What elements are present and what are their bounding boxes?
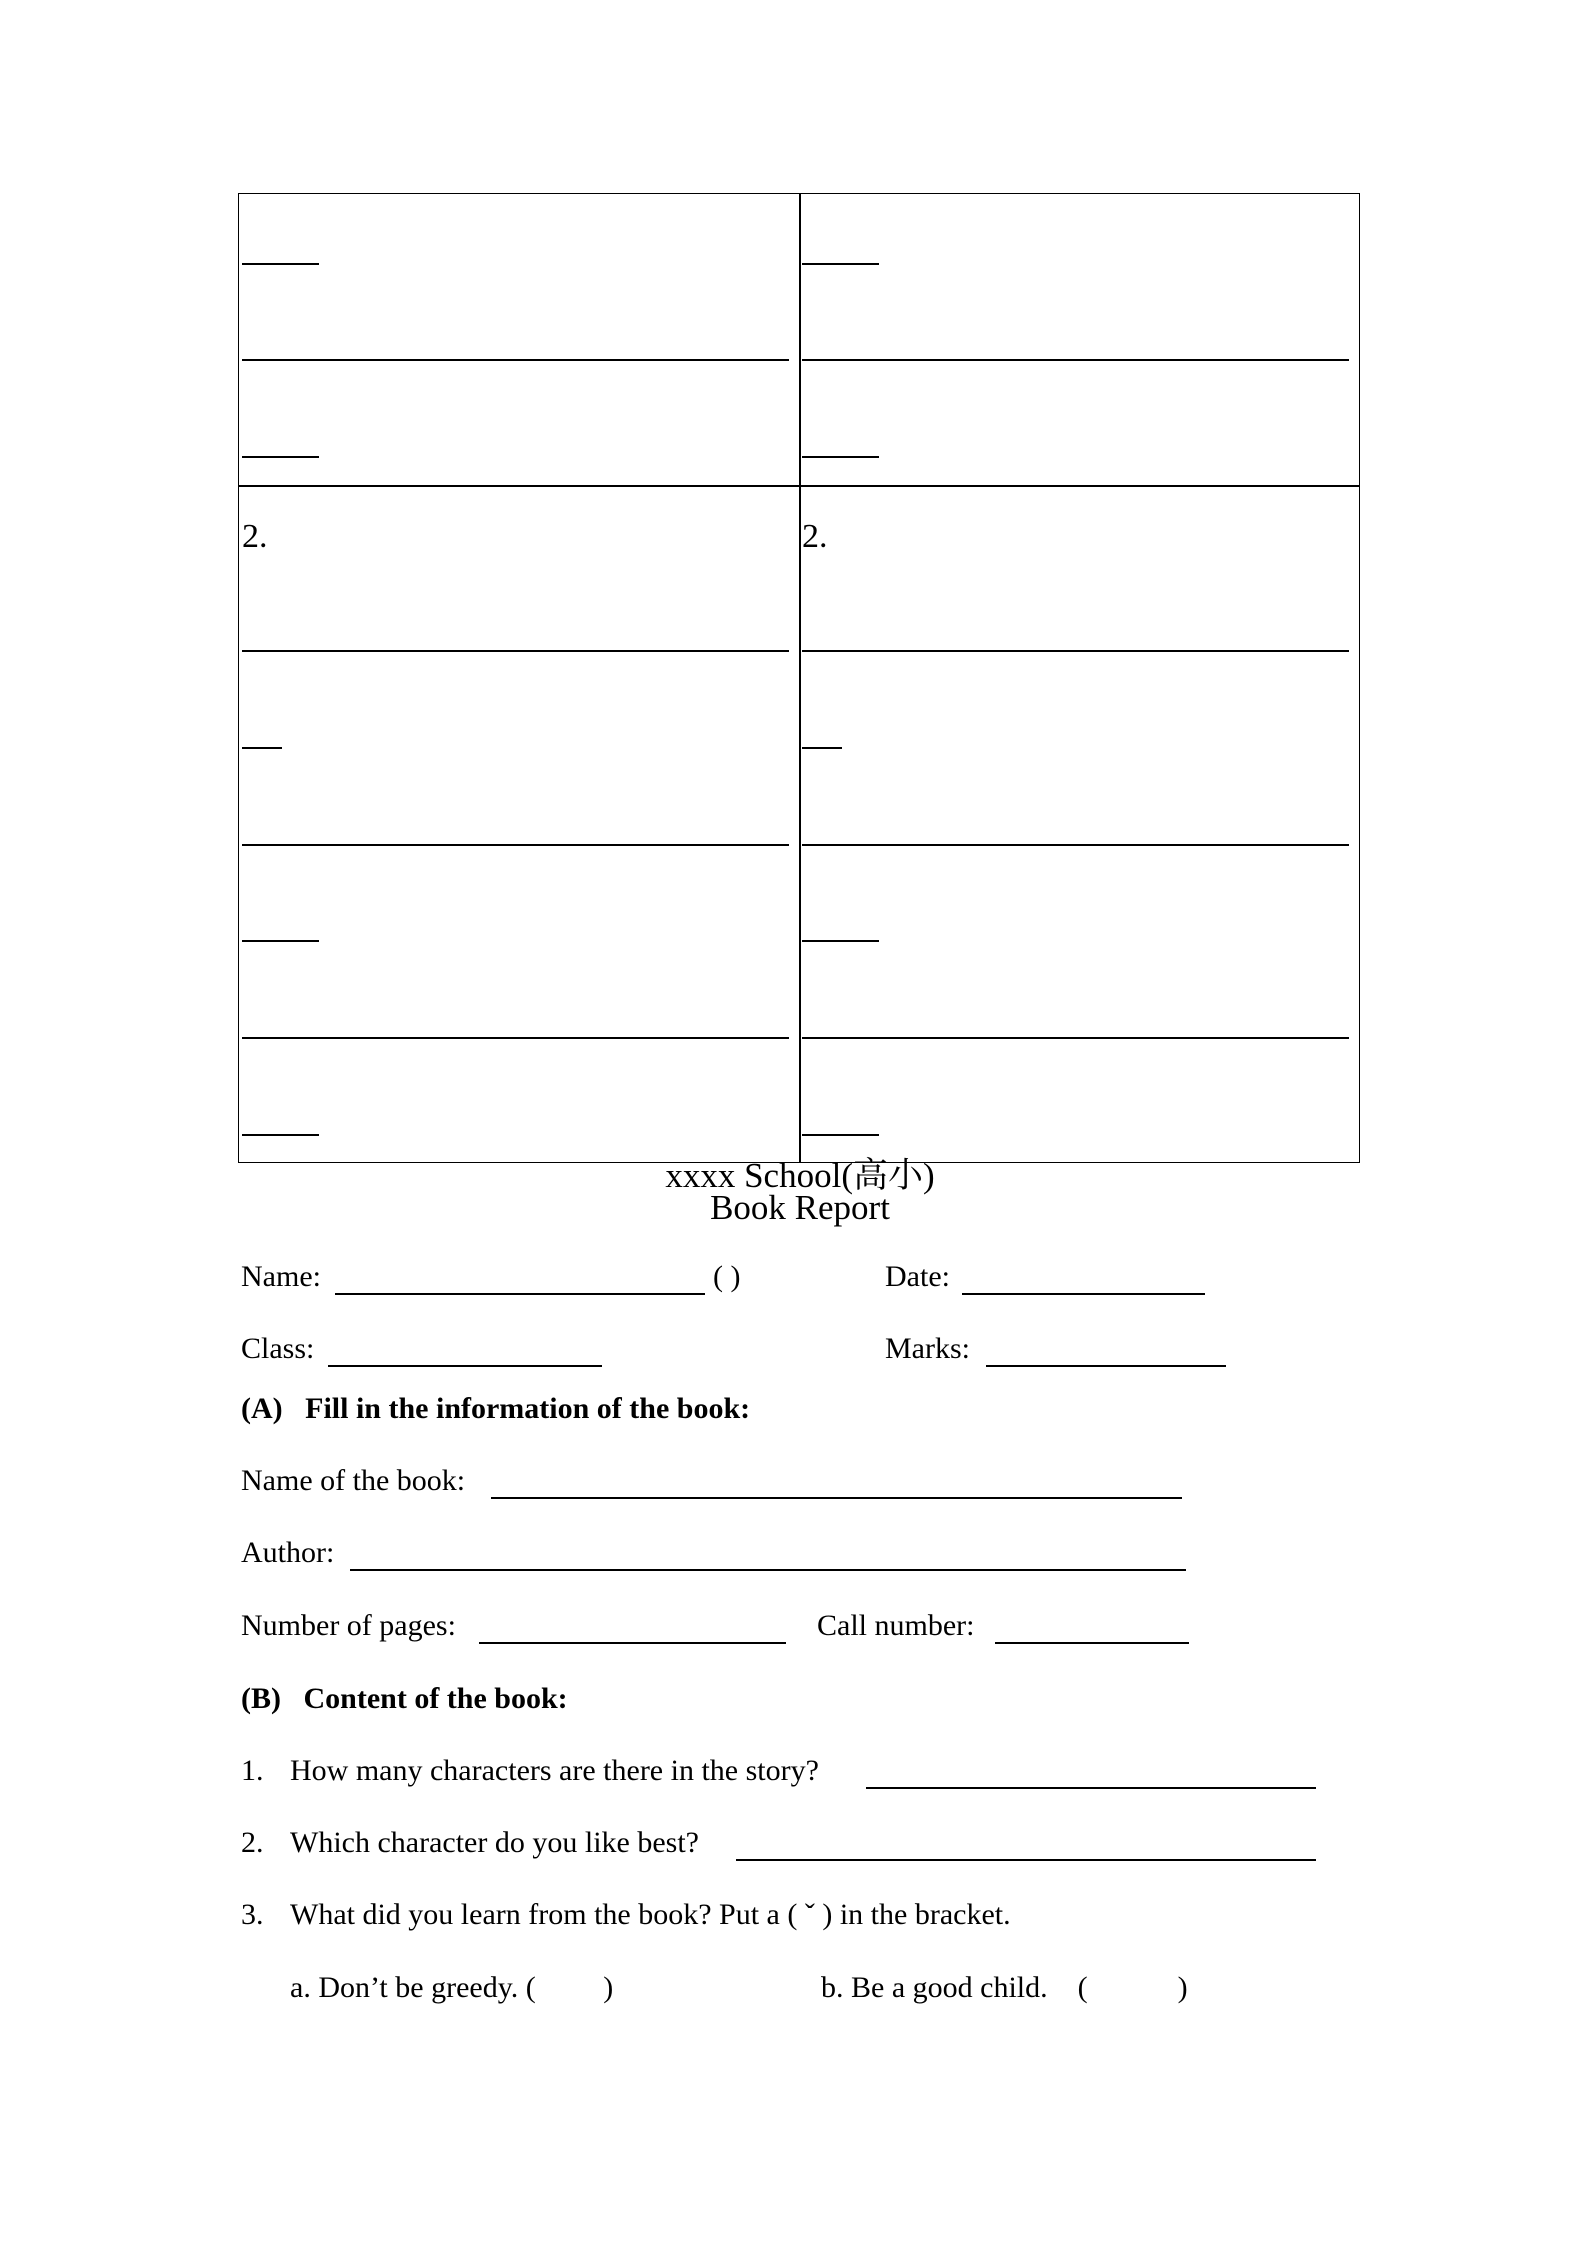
option-a-checkbox[interactable]: a. Don’t be greedy. ( ) (290, 1971, 614, 2004)
section-a-heading: (A) Fill in the information of the book: (241, 1392, 751, 1425)
class-label: Class: (241, 1332, 315, 1365)
author-label: Author: (241, 1536, 335, 1569)
class-field[interactable] (328, 1365, 602, 1367)
long-blank-line (802, 359, 1349, 361)
question-3-text: What did you learn from the book? Put a ( ˇ ) in the bracket. (290, 1898, 1011, 1931)
name-label: Name: (241, 1260, 321, 1293)
question-2-number: 2. (241, 1826, 264, 1859)
short-blank-line (242, 940, 319, 942)
school-name: xxxx School(高小) (665, 1156, 935, 1195)
short-blank-line (802, 263, 879, 265)
left-item-number: 2. (242, 518, 268, 555)
question-1-text: How many characters are there in the story? (290, 1754, 819, 1787)
long-blank-line (802, 650, 1349, 652)
right-item-number: 2. (802, 518, 828, 555)
short-blank-line (802, 456, 879, 458)
short-blank-line (242, 1134, 319, 1136)
marks-label: Marks: (885, 1332, 970, 1365)
long-blank-line (242, 650, 789, 652)
book-name-field[interactable] (491, 1497, 1182, 1499)
short-blank-line (242, 456, 319, 458)
long-blank-line (242, 844, 789, 846)
short-blank-line (802, 1134, 879, 1136)
grid-column-divider (799, 194, 801, 1162)
marks-field[interactable] (986, 1365, 1226, 1367)
class-number-bracket: ( ) (713, 1260, 741, 1293)
short-blank-line (242, 263, 319, 265)
long-blank-line (242, 1037, 789, 1039)
page-title: Book Report (710, 1188, 890, 1227)
pages-label: Number of pages: (241, 1609, 456, 1642)
question-3-number: 3. (241, 1898, 264, 1931)
author-field[interactable] (350, 1569, 1186, 1571)
long-blank-line (242, 359, 789, 361)
name-field[interactable] (335, 1293, 705, 1295)
section-b-heading: (B) Content of the book: (241, 1682, 568, 1715)
question-2-text: Which character do you like best? (290, 1826, 699, 1859)
date-label: Date: (885, 1260, 950, 1293)
long-blank-line (802, 1037, 1349, 1039)
book-name-label: Name of the book: (241, 1464, 466, 1497)
grid-row-divider (239, 485, 1359, 487)
option-b-checkbox[interactable]: b. Be a good child. ( ) (821, 1971, 1188, 2004)
long-blank-line (802, 844, 1349, 846)
call-number-field[interactable] (995, 1642, 1189, 1644)
short-blank-line (802, 940, 879, 942)
writing-grid (238, 193, 1360, 1163)
question-2-answer-field[interactable] (736, 1859, 1316, 1861)
short-blank-line (242, 747, 282, 749)
short-blank-line (802, 747, 842, 749)
question-1-answer-field[interactable] (866, 1787, 1316, 1789)
date-field[interactable] (962, 1293, 1205, 1295)
pages-field[interactable] (479, 1642, 786, 1644)
question-1-number: 1. (241, 1754, 264, 1787)
call-number-label: Call number: (817, 1609, 975, 1642)
